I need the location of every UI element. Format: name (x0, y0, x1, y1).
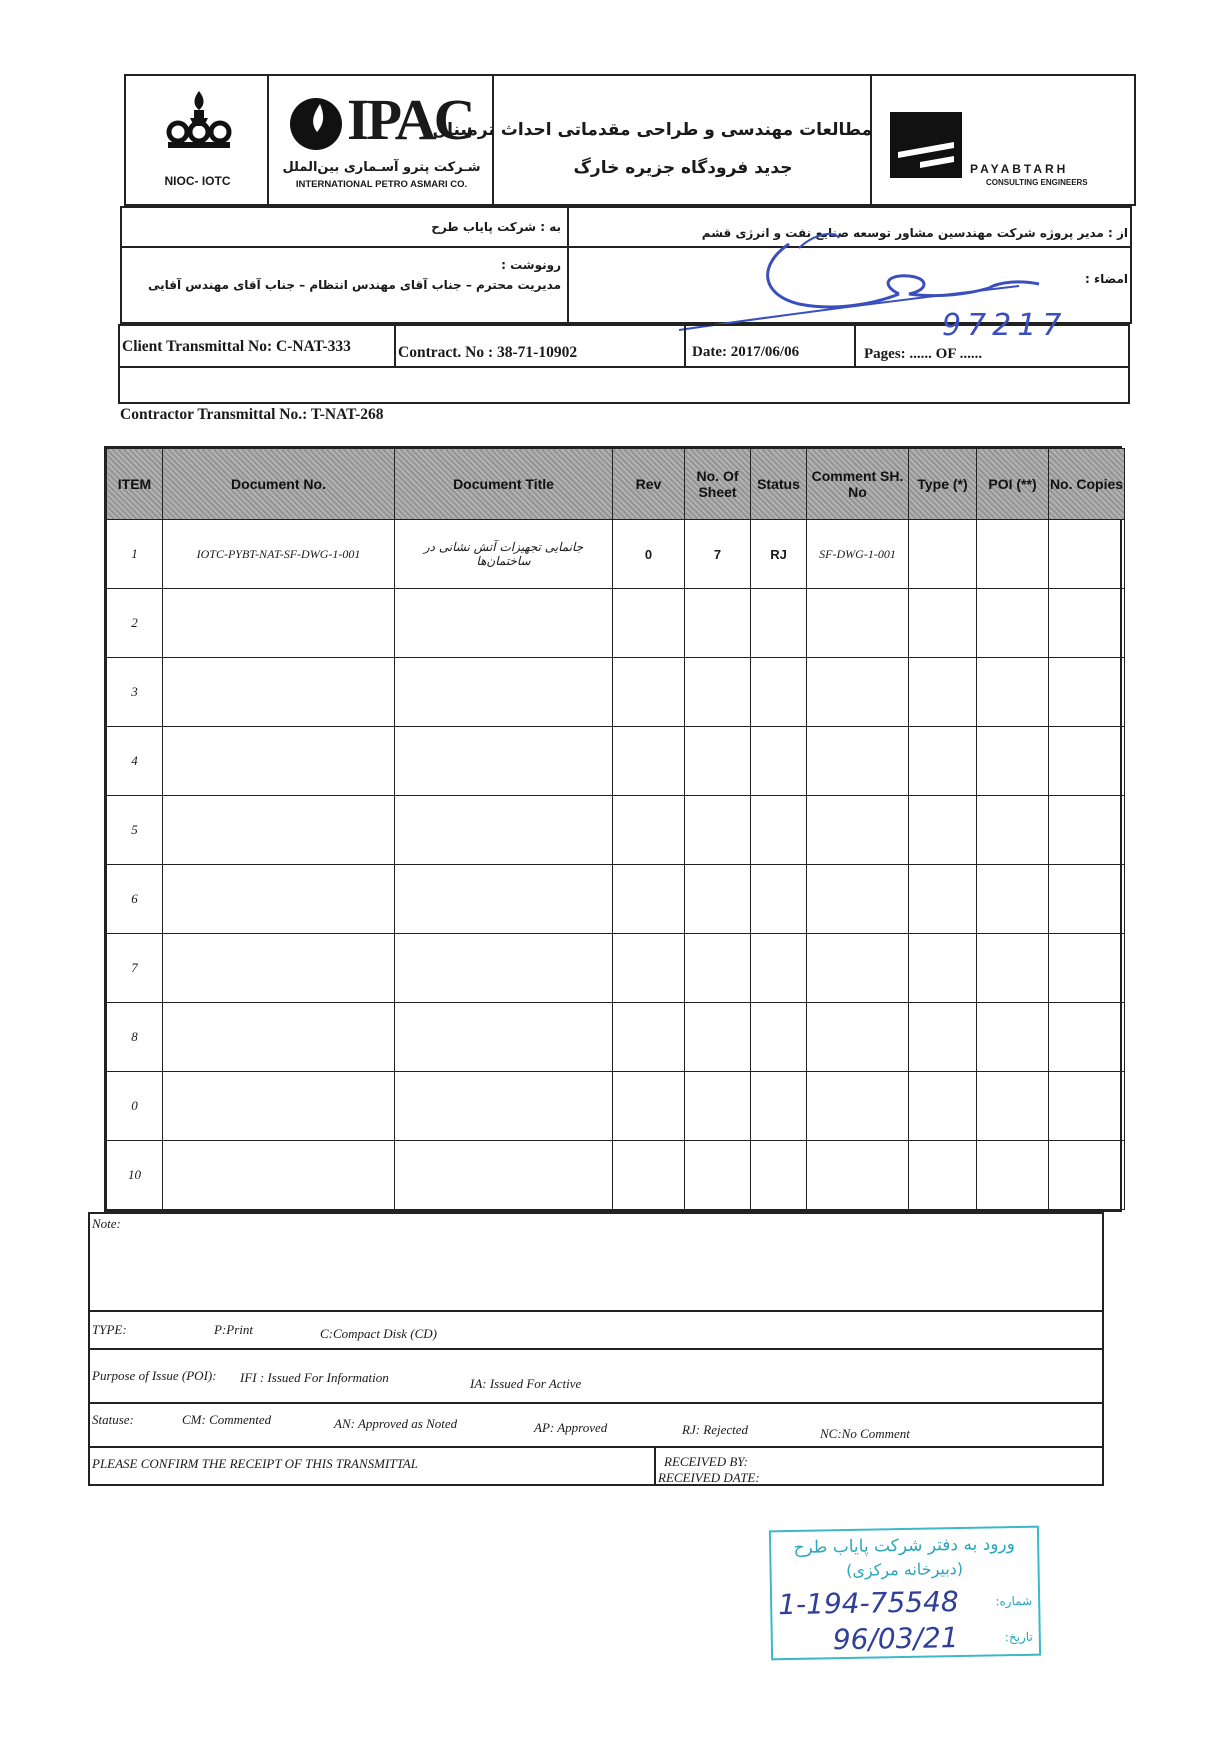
cell-comment-sh-no (807, 1141, 909, 1210)
table-row (107, 727, 1125, 796)
cell-item: 6 (107, 865, 163, 934)
cell-document-title (395, 865, 613, 934)
note-label: Note: (92, 1216, 121, 1231)
poi-ia: IA: Issued For Active (470, 1376, 582, 1391)
cell-item: 10 (107, 1141, 163, 1210)
cell-no-of-sheet (685, 1141, 751, 1210)
cell-type (909, 520, 977, 589)
status-cm: CM: Commented (182, 1412, 272, 1427)
cell-document-no: IOTC-PYBT-NAT-SF-DWG-1-001 (163, 520, 395, 589)
ipac-logo-text: IPAC (347, 87, 473, 152)
cell-no-copies (1049, 727, 1125, 796)
cell-status (751, 1072, 807, 1141)
cell-comment-sh-no (807, 727, 909, 796)
cell-poi (977, 520, 1049, 589)
cell-status (751, 1141, 807, 1210)
transmittal-date: Date: 2017/06/06 (692, 344, 800, 360)
cell-rev (613, 1003, 685, 1072)
cell-no-copies (1049, 520, 1125, 589)
cell-rev (613, 727, 685, 796)
col-status: Status (751, 449, 807, 520)
cell-item: 2 (107, 589, 163, 658)
document-table-wrap (104, 446, 1122, 1212)
payabtarh-name: PAYABTARH (970, 162, 1069, 176)
table-row (107, 658, 1125, 727)
project-title-line1: مطالعات مهندسی و طراحی مقدماتی احداث ترمینال (432, 120, 872, 140)
cell-rev (613, 658, 685, 727)
payabtarh-logo-cell (872, 76, 1134, 204)
nioc-logo-cell (126, 76, 269, 204)
cell-no-copies (1049, 934, 1125, 1003)
cell-no-copies (1049, 1072, 1125, 1141)
cell-item: 0 (107, 1072, 163, 1141)
header-box (124, 74, 1136, 206)
col-document-title: Document Title (395, 449, 613, 520)
cell-comment-sh-no (807, 934, 909, 1003)
cell-no-of-sheet (685, 934, 751, 1003)
cell-document-no (163, 865, 395, 934)
cell-poi (977, 1072, 1049, 1141)
cc-recipients: مدیریت محترم – جناب آقای مهندس انتظام – جناب آقای مهندس آقایی (147, 278, 561, 292)
table-row (107, 865, 1125, 934)
date-cell (686, 326, 856, 366)
cell-status (751, 1003, 807, 1072)
nioc-label: NIOC- IOTC (164, 174, 231, 188)
ipac-drop-icon (287, 94, 345, 152)
cell-item: 8 (107, 1003, 163, 1072)
cell-comment-sh-no (807, 865, 909, 934)
received-by: RECEIVED BY: (664, 1454, 748, 1469)
cell-type (909, 934, 977, 1003)
col-poi: POI (**) (977, 449, 1049, 520)
cell-document-title (395, 727, 613, 796)
received-cell (656, 1448, 1102, 1484)
cell-document-title: جانمایی تجهیزات آتش نشانی در ساختمان‌ها (395, 520, 613, 589)
col-comment-sh-no: Comment SH. No (807, 449, 909, 520)
cell-no-of-sheet (685, 727, 751, 796)
cc-cell (122, 248, 569, 322)
cell-type (909, 727, 977, 796)
type-print: P:Print (214, 1322, 253, 1337)
cell-status (751, 934, 807, 1003)
cell-rev (613, 589, 685, 658)
cell-document-title (395, 1072, 613, 1141)
cell-no-of-sheet (685, 796, 751, 865)
from-sender: از : مدیر پروژه شرکت مهندسین مشاور توسعه صنایع نفت و انرژی قشم (701, 226, 1128, 240)
confirm-cell (90, 1448, 656, 1484)
cell-type (909, 589, 977, 658)
payabtarh-subtitle: CONSULTING ENGINEERS (986, 178, 1088, 187)
cell-document-no (163, 796, 395, 865)
poi-label: Purpose of Issue (POI): (92, 1368, 217, 1383)
table-row (107, 1003, 1125, 1072)
cell-item: 4 (107, 727, 163, 796)
table-body (107, 520, 1125, 1210)
cell-document-title (395, 934, 613, 1003)
cell-no-copies (1049, 865, 1125, 934)
cell-rev (613, 934, 685, 1003)
ipac-persian-name: شـركت پترو آسـماری بین‌الملل (282, 160, 481, 175)
table-row (107, 934, 1125, 1003)
type-label: TYPE: (92, 1322, 127, 1337)
cell-status (751, 796, 807, 865)
cell-no-of-sheet (685, 1072, 751, 1141)
cell-comment-sh-no (807, 1003, 909, 1072)
table-row (107, 1072, 1125, 1141)
cell-rev: 0 (613, 520, 685, 589)
cell-rev (613, 1072, 685, 1141)
col-no-of-sheet: No. Of Sheet (685, 449, 751, 520)
cell-poi (977, 1003, 1049, 1072)
col-item: ITEM (107, 449, 163, 520)
cell-type (909, 1141, 977, 1210)
type-compact-disk: C:Compact Disk (CD) (320, 1326, 437, 1341)
poi-row (90, 1350, 1102, 1404)
cell-no-copies (1049, 796, 1125, 865)
cell-item: 5 (107, 796, 163, 865)
cell-poi (977, 796, 1049, 865)
meta-row (118, 308, 1130, 423)
cell-comment-sh-no (807, 589, 909, 658)
pages-count: Pages: ...... OF ...... (864, 346, 983, 362)
cell-status (751, 865, 807, 934)
contract-cell (396, 326, 686, 366)
cell-no-of-sheet: 7 (685, 520, 751, 589)
cell-no-of-sheet (685, 658, 751, 727)
cell-status (751, 727, 807, 796)
stamp-number-value: 1-194-75548 (777, 1585, 959, 1622)
handwritten-number: 97217 (942, 308, 1068, 343)
cell-no-of-sheet (685, 1003, 751, 1072)
cell-document-no (163, 727, 395, 796)
address-block (120, 206, 1132, 324)
col-type: Type (*) (909, 449, 977, 520)
signature-label: امضاء : (1085, 272, 1128, 286)
cell-item: 1 (107, 520, 163, 589)
cell-document-no (163, 658, 395, 727)
confirm-text: PLEASE CONFIRM THE RECEIPT OF THIS TRANSMITTAL (92, 1456, 418, 1471)
to-cell (122, 208, 569, 248)
cell-no-copies (1049, 658, 1125, 727)
footer-block (88, 1212, 1104, 1486)
type-row (90, 1312, 1102, 1350)
status-an: AN: Approved as Noted (334, 1416, 458, 1431)
to-recipient: به : شرکت پایاب طرح (431, 220, 561, 234)
cell-document-title (395, 796, 613, 865)
ipac-logo-cell (269, 76, 494, 204)
client-transmittal-cell (120, 326, 396, 366)
status-nc: NC:No Comment (820, 1426, 910, 1441)
stamp-number-label: شماره: (995, 1593, 1033, 1609)
cell-poi (977, 727, 1049, 796)
cell-no-copies (1049, 1141, 1125, 1210)
stamp-date-label: تاریخ: (1004, 1629, 1033, 1645)
cell-type (909, 1003, 977, 1072)
cell-rev (613, 796, 685, 865)
col-document-no: Document No. (163, 449, 395, 520)
status-rj: RJ: Rejected (682, 1422, 749, 1437)
contractor-transmittal-line (120, 366, 1128, 368)
col-rev: Rev (613, 449, 685, 520)
cell-document-title (395, 1141, 613, 1210)
cell-poi (977, 865, 1049, 934)
cell-no-of-sheet (685, 589, 751, 658)
status-label: Statuse: (92, 1412, 134, 1427)
cell-no-of-sheet (685, 865, 751, 934)
stamp-line2: (دبیرخانه مرکزی) (845, 1558, 964, 1581)
cell-document-no (163, 1141, 395, 1210)
nioc-logo-icon (164, 86, 234, 156)
contractor-transmittal-no: Contractor Transmittal No.: T-NAT-268 (120, 406, 384, 423)
cell-document-no (163, 1072, 395, 1141)
cell-comment-sh-no (807, 658, 909, 727)
table-header-row (107, 449, 1125, 520)
payabtarh-logo-icon (890, 112, 962, 178)
status-legend-row (90, 1404, 1102, 1448)
table-row (107, 1141, 1125, 1210)
cell-status (751, 589, 807, 658)
note-row (90, 1214, 1102, 1312)
cell-comment-sh-no: SF-DWG-1-001 (807, 520, 909, 589)
client-transmittal-no: Client Transmittal No: C-NAT-333 (122, 338, 351, 355)
cell-document-title (395, 589, 613, 658)
cell-rev (613, 1141, 685, 1210)
project-title-line2: جدید فرودگاه جزیره خارگ (573, 158, 793, 178)
contract-no: Contract. No : 38-71-10902 (398, 344, 578, 361)
cell-type (909, 1072, 977, 1141)
table-row (107, 520, 1125, 589)
project-title-cell (432, 76, 872, 204)
status-ap: AP: Approved (534, 1420, 608, 1435)
cell-comment-sh-no (807, 1072, 909, 1141)
cell-document-title (395, 1003, 613, 1072)
ipac-english-name: INTERNATIONAL PETRO ASMARI CO. (295, 179, 468, 190)
received-date: RECEIVED DATE: (658, 1470, 760, 1485)
table-row (107, 796, 1125, 865)
cell-document-title (395, 658, 613, 727)
cell-poi (977, 658, 1049, 727)
stamp-line1: ورود به دفتر شرکت پایاب طرح (793, 1534, 1016, 1558)
cc-label: رونوشت : (501, 258, 561, 272)
cell-comment-sh-no (807, 796, 909, 865)
poi-ifi: IFI : Issued For Information (240, 1370, 389, 1385)
receipt-stamp (769, 1526, 1041, 1661)
cell-poi (977, 934, 1049, 1003)
cell-item: 7 (107, 934, 163, 1003)
cell-poi (977, 1141, 1049, 1210)
cell-type (909, 658, 977, 727)
cell-type (909, 865, 977, 934)
cell-item: 3 (107, 658, 163, 727)
cell-rev (613, 865, 685, 934)
cell-status: RJ (751, 520, 807, 589)
cell-no-copies (1049, 589, 1125, 658)
document-table (106, 448, 1125, 1210)
col-no-copies: No. Copies (1049, 449, 1125, 520)
cell-status (751, 658, 807, 727)
cell-poi (977, 589, 1049, 658)
table-row (107, 589, 1125, 658)
stamp-date-value: 96/03/21 (832, 1621, 959, 1657)
cell-type (909, 796, 977, 865)
cell-document-no (163, 589, 395, 658)
cell-document-no (163, 1003, 395, 1072)
cell-document-no (163, 934, 395, 1003)
cell-no-copies (1049, 1003, 1125, 1072)
